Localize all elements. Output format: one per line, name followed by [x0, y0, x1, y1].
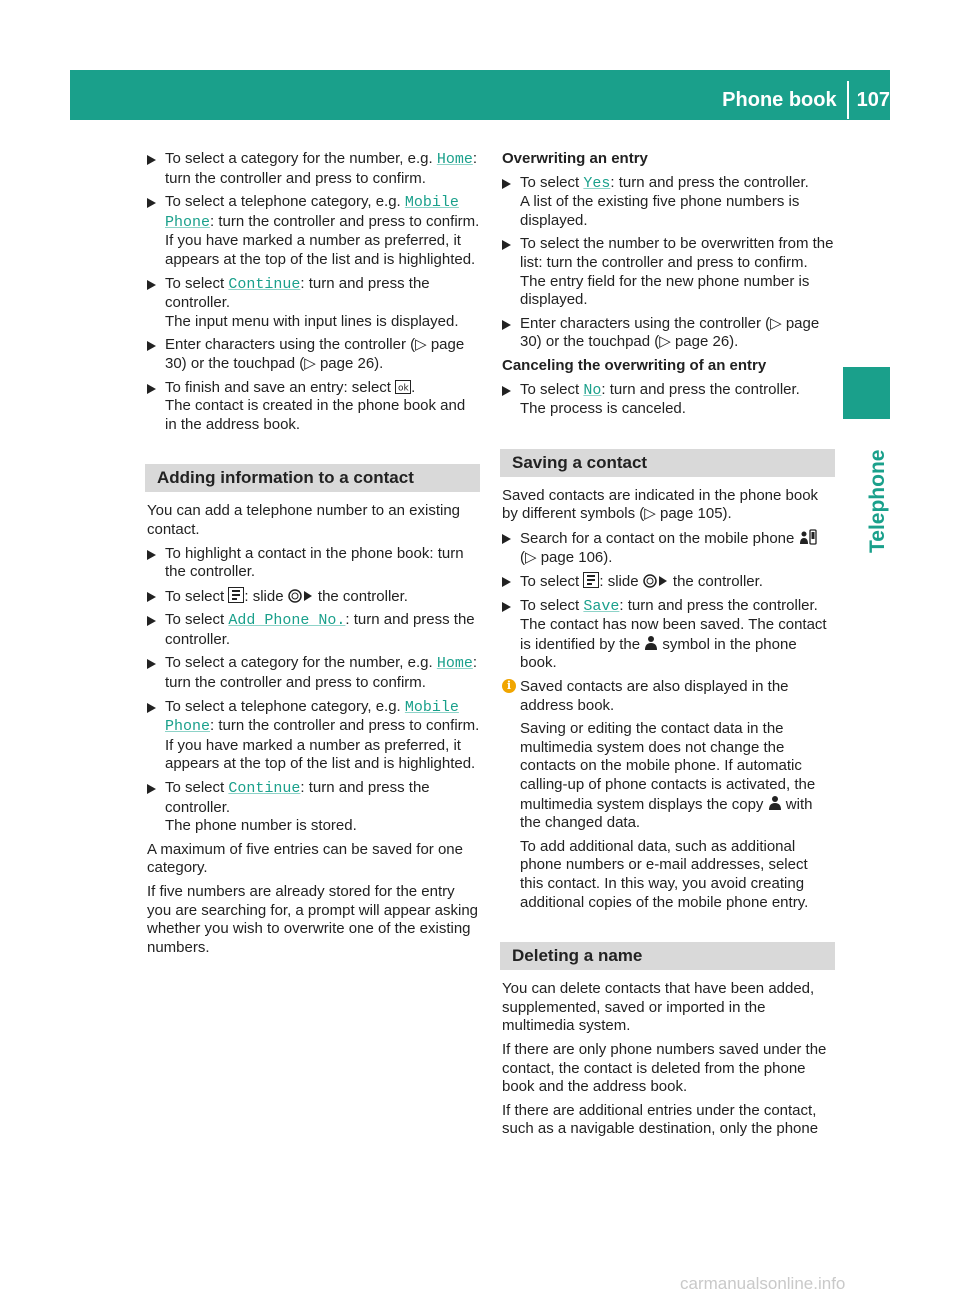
subheading-canceling: Canceling the overwriting of an entry	[502, 356, 767, 374]
step-note: The process is canceled.	[520, 400, 686, 418]
paragraph: A maximum of five entries can be saved for one category.	[147, 840, 463, 877]
step-note: If you have marked a number as preferred, it appears at the top of the list and is highlighted.	[165, 232, 476, 268]
controller-slide-right-icon	[288, 589, 314, 603]
arrow-icon	[502, 179, 511, 189]
step: To select a category for the number, e.g. Home: turn the controller and press to confirm.	[147, 150, 480, 188]
paragraph: You can delete contacts that have been added, supplemented, saved or imported in the multimedia system.	[502, 980, 815, 1035]
section-heading-saving-contact: Saving a contact	[500, 449, 835, 477]
display-item-continue: Continue	[228, 275, 301, 293]
step-note: The contact is created in the phone book and in the address book.	[165, 397, 466, 433]
ok-key-icon	[395, 380, 411, 394]
section-intro: You can add a telephone number to an existing contact.	[147, 502, 461, 538]
side-tab	[843, 367, 890, 419]
info-icon: i	[502, 679, 516, 693]
arrow-icon	[502, 577, 511, 587]
step-note: The input menu with input lines is displayed.	[165, 312, 459, 330]
controller-slide-right-icon	[643, 574, 669, 588]
step: To select No: turn and press the controller. The process is canceled.	[502, 381, 835, 419]
menu-icon	[228, 587, 244, 603]
arrow-icon	[147, 784, 156, 794]
paragraph: If there are only phone numbers saved under the contact, the contact is deleted from the phone book and the address book.	[502, 1040, 827, 1096]
display-item-no: No	[583, 381, 602, 399]
display-item-save: Save	[583, 597, 620, 615]
arrow-icon	[147, 280, 156, 290]
section-heading-adding-information: Adding information to a contact	[145, 464, 480, 492]
display-item-yes: Yes	[583, 174, 611, 192]
arrow-icon	[147, 659, 156, 669]
mobile-phone-contact-icon	[799, 529, 817, 545]
contact-copy-icon	[768, 795, 782, 811]
step: To select a telephone category, e.g. Mobile Phone: turn the controller and press to confirm. If you have marked a number as preferred, it appears at the top of the list and is highlighted.	[147, 698, 480, 774]
step: To select a category for the number, e.g. Home: turn the controller and press to confirm.	[147, 654, 480, 692]
step: Search for a contact on the mobile phone (▷ page 106).	[502, 529, 835, 567]
side-label	[842, 435, 890, 565]
menu-icon	[583, 572, 599, 588]
step: To select Add Phone No.: turn and press the controller.	[147, 611, 480, 649]
section-heading-deleting-name: Deleting a name	[500, 942, 835, 970]
arrow-icon	[147, 384, 156, 394]
arrow-icon	[502, 240, 511, 250]
arrow-icon	[147, 155, 156, 165]
watermark: carmanualsonline.info	[680, 1274, 846, 1293]
info-note: i Saved contacts are also displayed in the address book. Saving or editing the contact data in the multimedia system does not change the contacts on the mobile phone. If automatic calling-up of phone contacts is activated, the multimedia system displays the copy with the changed data. To add additional data, such as additional phone numbers or e-mail addresses, select this contact. In this way, you avoid creating additional copies of the mobile phone entry.	[502, 678, 835, 912]
arrow-icon	[502, 534, 511, 544]
header-separator	[847, 81, 849, 119]
step: To highlight a contact in the phone book: turn the controller.	[147, 545, 480, 582]
svg-text:ok: ok	[398, 383, 409, 394]
display-item-mobile-phone: Mobile Phone	[165, 194, 459, 231]
chapter-title: Phone book	[722, 89, 837, 111]
step: To select Continue: turn and press the controller. The input menu with input lines is displayed.	[147, 275, 480, 332]
arrow-icon	[147, 341, 156, 351]
arrow-icon	[147, 703, 156, 713]
step: Enter characters using the controller (▷ page 30) or the touchpad (▷ page 26).	[502, 315, 835, 352]
arrow-icon	[502, 602, 511, 612]
step: To select Yes: turn and press the controller. A list of the existing five phone numbers is displayed.	[502, 174, 835, 231]
step-note: The contact has now been saved. The contact is identified by the symbol in the phone book.	[520, 616, 827, 672]
step-note: The entry field for the new phone number is displayed.	[520, 272, 810, 309]
arrow-icon	[502, 386, 511, 396]
left-column	[147, 150, 480, 962]
step: To select : slide the controller.	[502, 572, 835, 592]
paragraph: If there are additional entries under the contact, such as a navigable destination, only the phone	[502, 1101, 819, 1138]
step: To select : slide the controller.	[147, 587, 480, 607]
step: Enter characters using the controller (▷ page 30) or the touchpad (▷ page 26).	[147, 336, 480, 373]
arrow-icon	[147, 592, 156, 602]
header-title	[722, 87, 890, 113]
display-item-home: Home	[436, 655, 473, 673]
arrow-icon	[147, 550, 156, 560]
display-item-home: Home	[436, 151, 473, 168]
page-number: 107	[856, 89, 890, 111]
step: To select Save: turn and press the controller. The contact has now been saved. The contact is identified by the symbol in the phone book.	[502, 597, 835, 673]
display-item-continue: Continue	[228, 780, 301, 798]
arrow-icon	[502, 320, 511, 330]
step: To select Continue: turn and press the controller. The phone number is stored.	[147, 779, 480, 836]
display-item-mobile-phone: Mobile Phone	[165, 698, 459, 736]
right-column	[502, 150, 835, 1144]
step: To finish and save an entry: select ok . The contact is created in the phone book and in the address book.	[147, 379, 480, 435]
arrow-icon	[147, 198, 156, 208]
step: To select a telephone category, e.g. Mobile Phone: turn the controller and press to confirm. If you have marked a number as preferred, it appears at the top of the list and is highlighted.	[147, 193, 480, 269]
step-note: A list of the existing five phone numbers is displayed.	[520, 193, 800, 229]
section-intro: Saved contacts are indicated in the phone book by different symbols (▷ page 105).	[502, 486, 819, 523]
display-item-add-phone-no: Add Phone No.	[228, 612, 346, 630]
paragraph: If five numbers are already stored for the entry you are searching for, a prompt will appear asking whether you wish to overwrite one of the existing numbers.	[147, 883, 479, 956]
step: To select the number to be overwritten from the list: turn the controller and press to confirm. The entry field for the new phone number is displayed.	[502, 235, 835, 309]
step-note: The phone number is stored.	[165, 817, 357, 835]
arrow-icon	[147, 616, 156, 626]
side-label-text: Telephone	[866, 449, 889, 553]
saved-contact-icon	[644, 635, 658, 651]
step-note: If you have marked a number as preferred, it appears at the top of the list and is highlighted.	[165, 736, 476, 773]
subheading-overwriting: Overwriting an entry	[502, 150, 648, 167]
